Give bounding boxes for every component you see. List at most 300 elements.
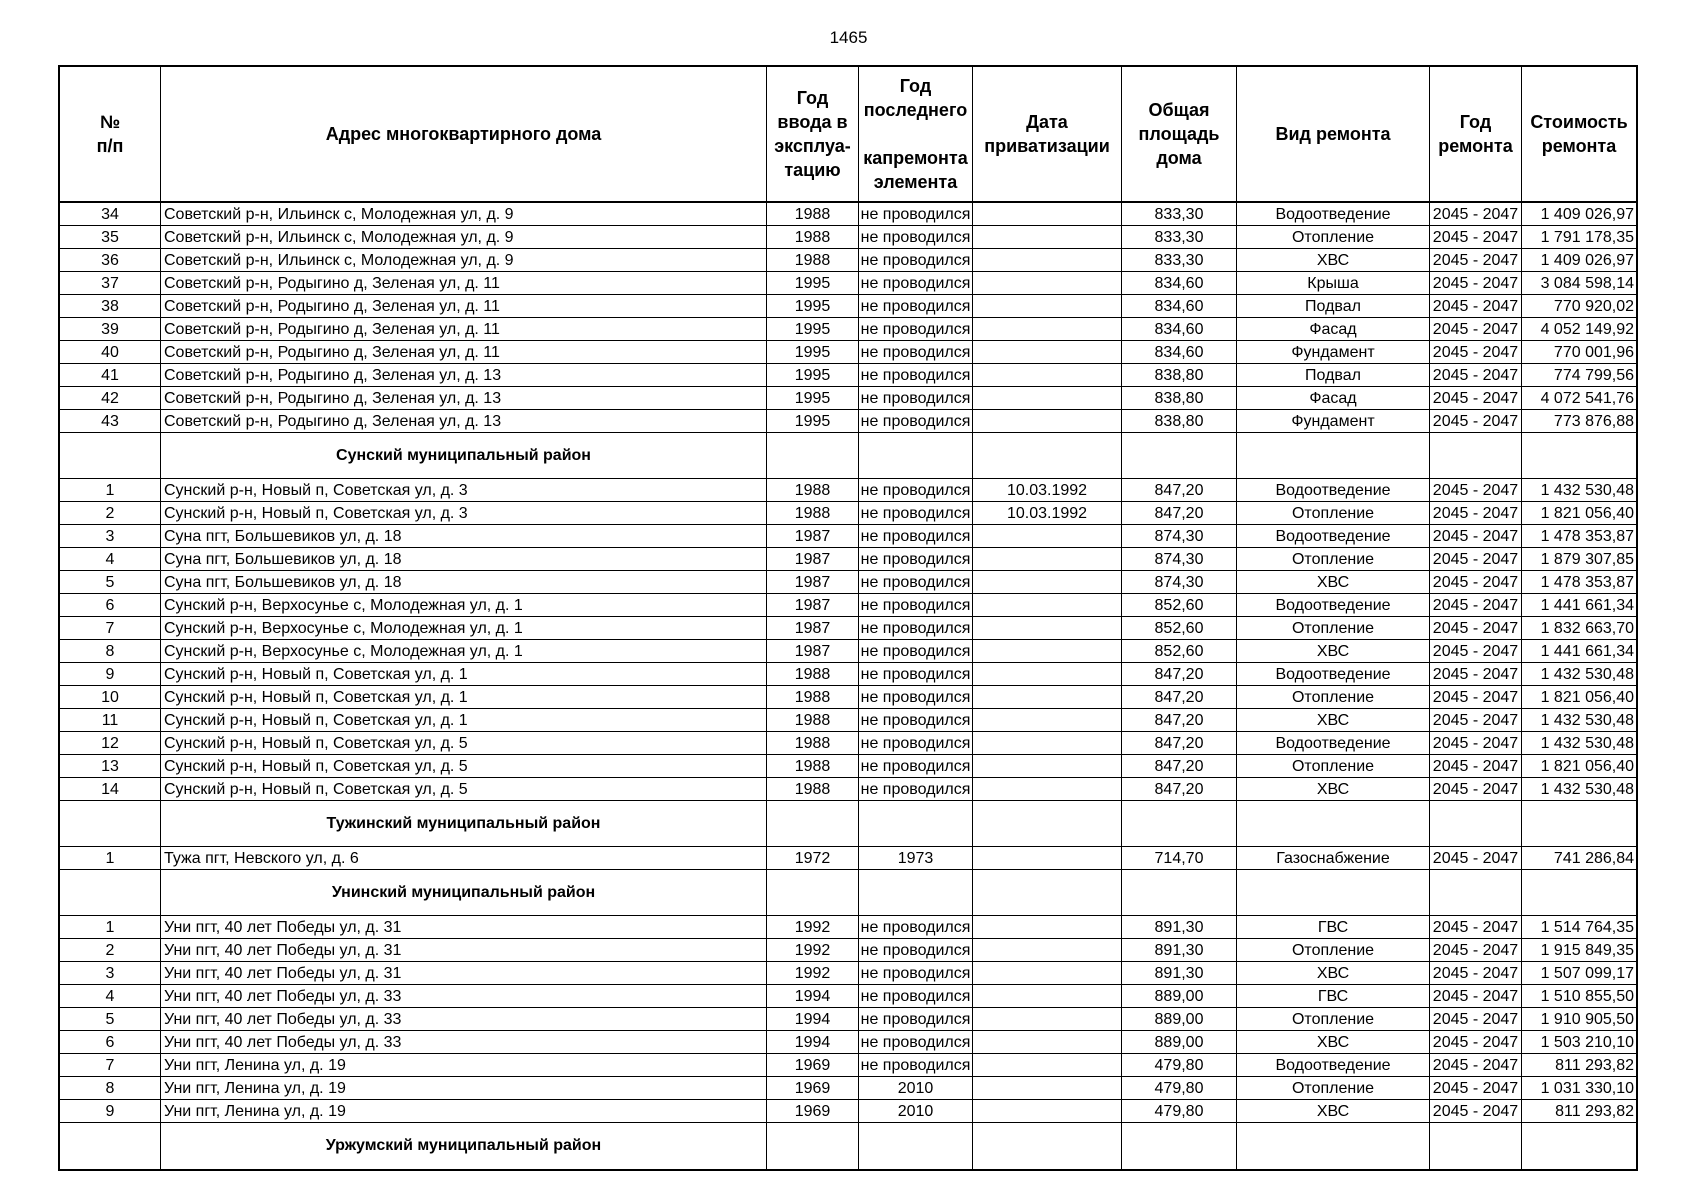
- district-section-row: [60, 870, 1636, 916]
- header-privatization-date: [973, 67, 1122, 203]
- year-built-cell: 1988: [767, 755, 859, 778]
- empty-cell: [1522, 1123, 1636, 1169]
- empty-cell: [1237, 801, 1430, 847]
- repair-year-cell: 2045 - 2047: [1430, 1100, 1522, 1123]
- repair-type-cell: Водоотведение: [1237, 594, 1430, 617]
- row-number-cell: 37: [60, 272, 161, 295]
- total-area-cell: 847,20: [1122, 663, 1237, 686]
- privatization-date-cell: [973, 548, 1122, 571]
- total-area-cell: 838,80: [1122, 387, 1237, 410]
- empty-cell: [1122, 433, 1237, 479]
- address-cell: Сунский р-н, Верхосунье с, Молодежная ул, д. 1: [161, 640, 767, 663]
- year-built-cell: 1988: [767, 686, 859, 709]
- empty-cell: [859, 1123, 973, 1169]
- repair-type-cell: ХВС: [1237, 709, 1430, 732]
- empty-cell: [973, 870, 1122, 916]
- header-repair-cost: [1522, 67, 1636, 203]
- table-row: [60, 410, 1636, 433]
- total-area-cell: 834,60: [1122, 341, 1237, 364]
- total-area-cell: 889,00: [1122, 1008, 1237, 1031]
- repair-type-cell: ГВС: [1237, 916, 1430, 939]
- year-built-cell: 1987: [767, 594, 859, 617]
- total-area-cell: 847,20: [1122, 502, 1237, 525]
- year-built-cell: 1992: [767, 916, 859, 939]
- repair-cost-cell: 1 821 056,40: [1522, 686, 1636, 709]
- year-built-cell: 1987: [767, 617, 859, 640]
- year-built-cell: 1994: [767, 1031, 859, 1054]
- header-total-area-line: дома: [1156, 148, 1202, 168]
- repair-cost-cell: 770 920,02: [1522, 295, 1636, 318]
- total-area-cell: 833,30: [1122, 249, 1237, 272]
- year-built-cell: 1988: [767, 709, 859, 732]
- header-number-line: №: [99, 112, 121, 132]
- address-cell: Уни пгт, Ленина ул, д. 19: [161, 1100, 767, 1123]
- row-number-cell: 5: [60, 1008, 161, 1031]
- total-area-cell: 847,20: [1122, 778, 1237, 801]
- privatization-date-cell: [973, 571, 1122, 594]
- empty-cell: [60, 1123, 161, 1169]
- empty-cell: [767, 801, 859, 847]
- year-built-cell: 1972: [767, 847, 859, 870]
- total-area-cell: 834,60: [1122, 295, 1237, 318]
- table-row: [60, 1031, 1636, 1054]
- header-last-repair-line: последнего: [863, 100, 968, 120]
- repair-cost-cell: 1 432 530,48: [1522, 709, 1636, 732]
- privatization-date-cell: [973, 249, 1122, 272]
- last-repair-year-cell: не проводился: [859, 640, 973, 663]
- district-title: Унинский муниципальный район: [161, 870, 767, 916]
- last-repair-year-cell: не проводился: [859, 1031, 973, 1054]
- header-privatization-line: приватизации: [984, 136, 1110, 156]
- year-built-cell: 1994: [767, 985, 859, 1008]
- repair-year-cell: 2045 - 2047: [1430, 364, 1522, 387]
- empty-cell: [767, 433, 859, 479]
- table-row: [60, 318, 1636, 341]
- last-repair-year-cell: не проводился: [859, 364, 973, 387]
- privatization-date-cell: [973, 985, 1122, 1008]
- row-number-cell: 14: [60, 778, 161, 801]
- header-address: [161, 67, 767, 203]
- repair-year-cell: 2045 - 2047: [1430, 1077, 1522, 1100]
- total-area-cell: 891,30: [1122, 916, 1237, 939]
- total-area-cell: 838,80: [1122, 364, 1237, 387]
- table-row: [60, 709, 1636, 732]
- empty-cell: [973, 433, 1122, 479]
- year-built-cell: 1995: [767, 364, 859, 387]
- address-cell: Суна пгт, Большевиков ул, д. 18: [161, 548, 767, 571]
- address-cell: Сунский р-н, Новый п, Советская ул, д. 5: [161, 778, 767, 801]
- total-area-cell: 834,60: [1122, 272, 1237, 295]
- address-cell: Сунский р-н, Верхосунье с, Молодежная ул, д. 1: [161, 594, 767, 617]
- repair-type-cell: Отопление: [1237, 1077, 1430, 1100]
- empty-cell: [1430, 433, 1522, 479]
- year-built-cell: 1969: [767, 1100, 859, 1123]
- address-cell: Уни пгт, 40 лет Победы ул, д. 31: [161, 962, 767, 985]
- table-row: [60, 364, 1636, 387]
- year-built-cell: 1992: [767, 939, 859, 962]
- row-number-cell: 6: [60, 594, 161, 617]
- last-repair-year-cell: не проводился: [859, 548, 973, 571]
- repair-cost-cell: 741 286,84: [1522, 847, 1636, 870]
- table-row: [60, 594, 1636, 617]
- privatization-date-cell: [973, 1077, 1122, 1100]
- address-cell: Сунский р-н, Новый п, Советская ул, д. 3: [161, 479, 767, 502]
- table-row: [60, 640, 1636, 663]
- repair-type-cell: ГВС: [1237, 985, 1430, 1008]
- empty-cell: [767, 870, 859, 916]
- repair-year-cell: 2045 - 2047: [1430, 939, 1522, 962]
- total-area-cell: 833,30: [1122, 203, 1237, 226]
- repair-type-cell: Газоснабжение: [1237, 847, 1430, 870]
- last-repair-year-cell: не проводился: [859, 1054, 973, 1077]
- total-area-cell: 852,60: [1122, 617, 1237, 640]
- year-built-cell: 1987: [767, 571, 859, 594]
- table-row: [60, 226, 1636, 249]
- repair-cost-cell: 1 031 330,10: [1522, 1077, 1636, 1100]
- row-number-cell: 11: [60, 709, 161, 732]
- row-number-cell: 2: [60, 502, 161, 525]
- header-last-repair-line: капремонта: [863, 148, 968, 168]
- repair-type-cell: Отопление: [1237, 686, 1430, 709]
- empty-cell: [1522, 801, 1636, 847]
- repair-year-cell: 2045 - 2047: [1430, 709, 1522, 732]
- address-cell: Тужа пгт, Невского ул, д. 6: [161, 847, 767, 870]
- repair-year-cell: 2045 - 2047: [1430, 1031, 1522, 1054]
- privatization-date-cell: [973, 617, 1122, 640]
- header-number: [60, 67, 161, 203]
- privatization-date-cell: 10.03.1992: [973, 479, 1122, 502]
- table-row: [60, 847, 1636, 870]
- last-repair-year-cell: не проводился: [859, 1008, 973, 1031]
- repair-year-cell: 2045 - 2047: [1430, 962, 1522, 985]
- table-row: [60, 663, 1636, 686]
- repair-year-cell: 2045 - 2047: [1430, 594, 1522, 617]
- header-last-repair-line: элемента: [873, 172, 958, 192]
- privatization-date-cell: [973, 295, 1122, 318]
- row-number-cell: 40: [60, 341, 161, 364]
- year-built-cell: 1995: [767, 341, 859, 364]
- repair-type-cell: ХВС: [1237, 962, 1430, 985]
- address-cell: Советский р-н, Родыгино д, Зеленая ул, д. 11: [161, 272, 767, 295]
- repair-type-cell: Крыша: [1237, 272, 1430, 295]
- header-year-built-line: ввода в: [777, 112, 848, 132]
- empty-cell: [1122, 801, 1237, 847]
- total-area-cell: 891,30: [1122, 939, 1237, 962]
- empty-cell: [859, 870, 973, 916]
- repair-cost-cell: 1 503 210,10: [1522, 1031, 1636, 1054]
- repair-cost-cell: 1 832 663,70: [1522, 617, 1636, 640]
- table-row: [60, 1077, 1636, 1100]
- last-repair-year-cell: не проводился: [859, 755, 973, 778]
- year-built-cell: 1992: [767, 962, 859, 985]
- row-number-cell: 4: [60, 985, 161, 1008]
- repair-cost-cell: 1 879 307,85: [1522, 548, 1636, 571]
- repair-year-cell: 2045 - 2047: [1430, 847, 1522, 870]
- repair-year-cell: 2045 - 2047: [1430, 272, 1522, 295]
- row-number-cell: 1: [60, 479, 161, 502]
- table-row: [60, 203, 1636, 226]
- row-number-cell: 34: [60, 203, 161, 226]
- total-area-cell: 847,20: [1122, 755, 1237, 778]
- table-row: [60, 272, 1636, 295]
- header-repair-type-line: Вид ремонта: [1275, 124, 1391, 144]
- repair-type-cell: Подвал: [1237, 364, 1430, 387]
- table-row: [60, 295, 1636, 318]
- address-cell: Сунский р-н, Новый п, Советская ул, д. 5: [161, 755, 767, 778]
- district-title: Тужинский муниципальный район: [161, 801, 767, 847]
- privatization-date-cell: [973, 272, 1122, 295]
- repair-year-cell: 2045 - 2047: [1430, 985, 1522, 1008]
- district-section-row: [60, 801, 1636, 847]
- repair-cost-cell: 4 072 541,76: [1522, 387, 1636, 410]
- repair-year-cell: 2045 - 2047: [1430, 525, 1522, 548]
- empty-cell: [1430, 801, 1522, 847]
- row-number-cell: 39: [60, 318, 161, 341]
- row-number-cell: 43: [60, 410, 161, 433]
- repair-year-cell: 2045 - 2047: [1430, 571, 1522, 594]
- repair-type-cell: Водоотведение: [1237, 663, 1430, 686]
- privatization-date-cell: [973, 916, 1122, 939]
- repair-type-cell: Фасад: [1237, 318, 1430, 341]
- total-area-cell: 852,60: [1122, 594, 1237, 617]
- table-row: [60, 778, 1636, 801]
- repair-type-cell: Отопление: [1237, 548, 1430, 571]
- privatization-date-cell: [973, 732, 1122, 755]
- last-repair-year-cell: не проводился: [859, 778, 973, 801]
- repair-cost-cell: 1 510 855,50: [1522, 985, 1636, 1008]
- row-number-cell: 13: [60, 755, 161, 778]
- empty-cell: [973, 1123, 1122, 1169]
- repair-cost-cell: 1 821 056,40: [1522, 502, 1636, 525]
- district-section-row: [60, 1123, 1636, 1169]
- header-row: [60, 67, 1636, 203]
- privatization-date-cell: [973, 1031, 1122, 1054]
- repair-cost-cell: 1 441 661,34: [1522, 640, 1636, 663]
- last-repair-year-cell: не проводился: [859, 479, 973, 502]
- repair-program-table: [58, 65, 1638, 1171]
- address-cell: Уни пгт, 40 лет Победы ул, д. 33: [161, 1008, 767, 1031]
- privatization-date-cell: [973, 939, 1122, 962]
- repair-year-cell: 2045 - 2047: [1430, 686, 1522, 709]
- privatization-date-cell: [973, 1008, 1122, 1031]
- repair-type-cell: Фасад: [1237, 387, 1430, 410]
- header-privatization-line: Дата: [1026, 112, 1068, 132]
- repair-type-cell: Фундамент: [1237, 410, 1430, 433]
- last-repair-year-cell: не проводился: [859, 387, 973, 410]
- year-built-cell: 1987: [767, 548, 859, 571]
- repair-cost-cell: 811 293,82: [1522, 1100, 1636, 1123]
- last-repair-year-cell: не проводился: [859, 571, 973, 594]
- repair-type-cell: Водоотведение: [1237, 479, 1430, 502]
- repair-cost-cell: 1 432 530,48: [1522, 778, 1636, 801]
- total-area-cell: 847,20: [1122, 686, 1237, 709]
- header-repair-year: [1430, 67, 1522, 203]
- repair-type-cell: ХВС: [1237, 1031, 1430, 1054]
- empty-cell: [1430, 1123, 1522, 1169]
- address-cell: Сунский р-н, Новый п, Советская ул, д. 1: [161, 709, 767, 732]
- privatization-date-cell: [973, 1054, 1122, 1077]
- table-body: [60, 203, 1636, 1169]
- empty-cell: [859, 801, 973, 847]
- last-repair-year-cell: не проводился: [859, 962, 973, 985]
- header-repair-cost-line: Стоимость: [1530, 112, 1628, 132]
- last-repair-year-cell: не проводился: [859, 985, 973, 1008]
- privatization-date-cell: 10.03.1992: [973, 502, 1122, 525]
- last-repair-year-cell: не проводился: [859, 916, 973, 939]
- total-area-cell: 847,20: [1122, 479, 1237, 502]
- repair-year-cell: 2045 - 2047: [1430, 663, 1522, 686]
- last-repair-year-cell: не проводился: [859, 525, 973, 548]
- repair-type-cell: Водоотведение: [1237, 525, 1430, 548]
- row-number-cell: 5: [60, 571, 161, 594]
- last-repair-year-cell: не проводился: [859, 939, 973, 962]
- address-cell: Советский р-н, Родыгино д, Зеленая ул, д. 11: [161, 318, 767, 341]
- header-total-area: [1122, 67, 1237, 203]
- table-row: [60, 571, 1636, 594]
- privatization-date-cell: [973, 755, 1122, 778]
- header-last-repair-year: [859, 67, 973, 203]
- last-repair-year-cell: не проводился: [859, 663, 973, 686]
- empty-cell: [1237, 1123, 1430, 1169]
- table-row: [60, 1054, 1636, 1077]
- repair-type-cell: Отопление: [1237, 1008, 1430, 1031]
- privatization-date-cell: [973, 709, 1122, 732]
- table-row: [60, 686, 1636, 709]
- row-number-cell: 2: [60, 939, 161, 962]
- repair-cost-cell: 770 001,96: [1522, 341, 1636, 364]
- last-repair-year-cell: не проводился: [859, 594, 973, 617]
- address-cell: Сунский р-н, Новый п, Советская ул, д. 3: [161, 502, 767, 525]
- last-repair-year-cell: не проводился: [859, 249, 973, 272]
- repair-cost-cell: 1 514 764,35: [1522, 916, 1636, 939]
- repair-type-cell: ХВС: [1237, 640, 1430, 663]
- table-row: [60, 939, 1636, 962]
- header-address-line: Адрес многоквартирного дома: [325, 124, 602, 144]
- year-built-cell: 1988: [767, 249, 859, 272]
- row-number-cell: 36: [60, 249, 161, 272]
- address-cell: Советский р-н, Ильинск с, Молодежная ул, д. 9: [161, 203, 767, 226]
- last-repair-year-cell: не проводился: [859, 617, 973, 640]
- empty-cell: [767, 1123, 859, 1169]
- year-built-cell: 1969: [767, 1077, 859, 1100]
- last-repair-year-cell: не проводился: [859, 272, 973, 295]
- address-cell: Сунский р-н, Новый п, Советская ул, д. 1: [161, 686, 767, 709]
- address-cell: Уни пгт, Ленина ул, д. 19: [161, 1077, 767, 1100]
- table-row: [60, 525, 1636, 548]
- address-cell: Суна пгт, Большевиков ул, д. 18: [161, 525, 767, 548]
- year-built-cell: 1995: [767, 318, 859, 341]
- year-built-cell: 1995: [767, 387, 859, 410]
- row-number-cell: 35: [60, 226, 161, 249]
- repair-type-cell: ХВС: [1237, 778, 1430, 801]
- year-built-cell: 1988: [767, 203, 859, 226]
- repair-type-cell: Отопление: [1237, 755, 1430, 778]
- row-number-cell: 8: [60, 1077, 161, 1100]
- year-built-cell: 1994: [767, 1008, 859, 1031]
- empty-cell: [60, 433, 161, 479]
- empty-cell: [1522, 433, 1636, 479]
- table-row: [60, 249, 1636, 272]
- row-number-cell: 8: [60, 640, 161, 663]
- address-cell: Советский р-н, Ильинск с, Молодежная ул, д. 9: [161, 249, 767, 272]
- repair-year-cell: 2045 - 2047: [1430, 778, 1522, 801]
- privatization-date-cell: [973, 778, 1122, 801]
- address-cell: Сунский р-н, Верхосунье с, Молодежная ул, д. 1: [161, 617, 767, 640]
- total-area-cell: 479,80: [1122, 1100, 1237, 1123]
- header-repair-year-line: ремонта: [1438, 136, 1513, 156]
- empty-cell: [1237, 870, 1430, 916]
- header-total-area-line: площадь: [1138, 124, 1220, 144]
- repair-year-cell: 2045 - 2047: [1430, 387, 1522, 410]
- repair-cost-cell: 1 432 530,48: [1522, 732, 1636, 755]
- last-repair-year-cell: не проводился: [859, 686, 973, 709]
- table-row: [60, 617, 1636, 640]
- repair-type-cell: Водоотведение: [1237, 1054, 1430, 1077]
- row-number-cell: 3: [60, 525, 161, 548]
- year-built-cell: 1988: [767, 226, 859, 249]
- row-number-cell: 38: [60, 295, 161, 318]
- table-row: [60, 341, 1636, 364]
- year-built-cell: 1988: [767, 479, 859, 502]
- header-total-area-line: Общая: [1148, 100, 1210, 120]
- address-cell: Уни пгт, 40 лет Победы ул, д. 33: [161, 1031, 767, 1054]
- address-cell: Советский р-н, Родыгино д, Зеленая ул, д. 11: [161, 341, 767, 364]
- total-area-cell: 834,60: [1122, 318, 1237, 341]
- header-year-built-line: тацию: [784, 160, 841, 180]
- table-row: [60, 916, 1636, 939]
- repair-type-cell: Водоотведение: [1237, 732, 1430, 755]
- total-area-cell: 889,00: [1122, 1031, 1237, 1054]
- repair-year-cell: 2045 - 2047: [1430, 226, 1522, 249]
- year-built-cell: 1995: [767, 295, 859, 318]
- repair-year-cell: 2045 - 2047: [1430, 203, 1522, 226]
- repair-type-cell: Отопление: [1237, 939, 1430, 962]
- table-row: [60, 1100, 1636, 1123]
- address-cell: Советский р-н, Родыгино д, Зеленая ул, д. 13: [161, 387, 767, 410]
- repair-year-cell: 2045 - 2047: [1430, 1054, 1522, 1077]
- total-area-cell: 833,30: [1122, 226, 1237, 249]
- repair-year-cell: 2045 - 2047: [1430, 249, 1522, 272]
- last-repair-year-cell: не проводился: [859, 341, 973, 364]
- privatization-date-cell: [973, 1100, 1122, 1123]
- repair-type-cell: Отопление: [1237, 617, 1430, 640]
- repair-year-cell: 2045 - 2047: [1430, 479, 1522, 502]
- page-number: 1465: [829, 28, 868, 47]
- last-repair-year-cell: не проводился: [859, 410, 973, 433]
- repair-type-cell: Фундамент: [1237, 341, 1430, 364]
- repair-cost-cell: 1 791 178,35: [1522, 226, 1636, 249]
- repair-year-cell: 2045 - 2047: [1430, 732, 1522, 755]
- address-cell: Уни пгт, Ленина ул, д. 19: [161, 1054, 767, 1077]
- last-repair-year-cell: не проводился: [859, 295, 973, 318]
- total-area-cell: 838,80: [1122, 410, 1237, 433]
- year-built-cell: 1988: [767, 663, 859, 686]
- row-number-cell: 6: [60, 1031, 161, 1054]
- last-repair-year-cell: не проводился: [859, 226, 973, 249]
- privatization-date-cell: [973, 640, 1122, 663]
- empty-cell: [60, 801, 161, 847]
- row-number-cell: 1: [60, 916, 161, 939]
- privatization-date-cell: [973, 364, 1122, 387]
- total-area-cell: 874,30: [1122, 548, 1237, 571]
- row-number-cell: 1: [60, 847, 161, 870]
- repair-type-cell: ХВС: [1237, 249, 1430, 272]
- repair-cost-cell: 774 799,56: [1522, 364, 1636, 387]
- row-number-cell: 10: [60, 686, 161, 709]
- total-area-cell: 714,70: [1122, 847, 1237, 870]
- address-cell: Советский р-н, Родыгино д, Зеленая ул, д. 11: [161, 295, 767, 318]
- privatization-date-cell: [973, 594, 1122, 617]
